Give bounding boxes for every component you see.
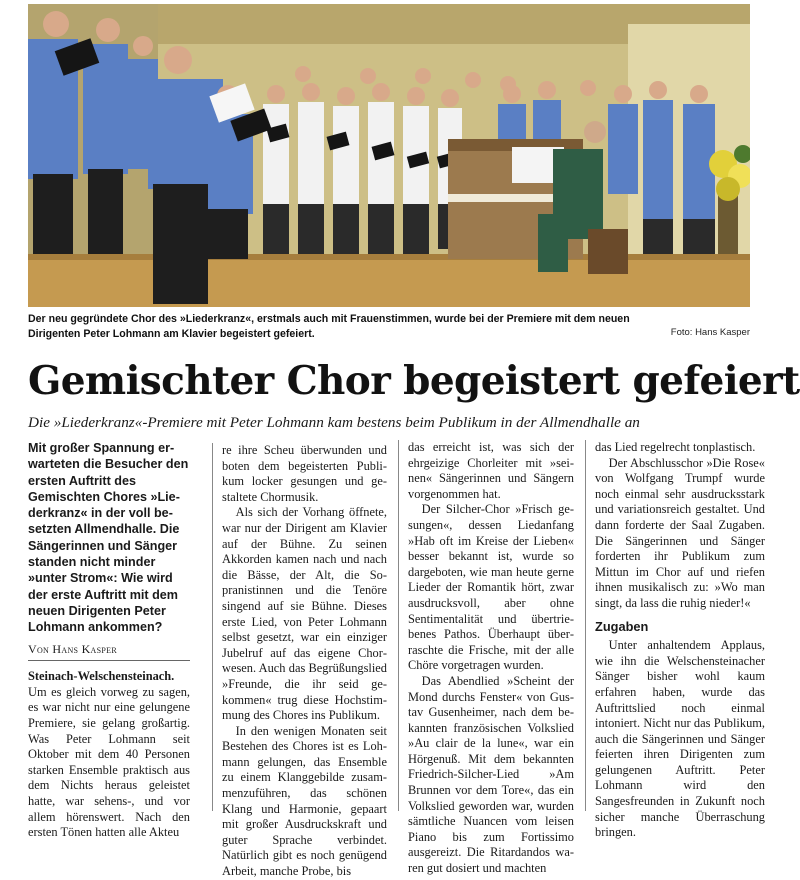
article-paragraph: Der Silcher-Chor »Frisch gesungen«, dessen Liedanfang »Hab oft im Kreise der Lieben« besser bekannt ist, wurde so dargeboten, wie man heute gerne Lieder der Romantik hört, zwar ausdrucksvoll, aber ohne Sentimentalität und übertriebenes Pathos. Überhaupt überraschte die Frische, mit der alle Chöre vorgetragen wurden. xyxy=(408,502,574,673)
article-lead: Mit großer Spannung erwarteten die Besucher den ersten Auftritt des Gemischten Chores »Liederkranz« in der voll besetzten Allmendhalle. Die Sängerinnen und Sänger standen nicht minder »unter Strom«: Wie wird der erste Auftritt mit dem neuen Dirigenten Peter Lohmann ankommen? xyxy=(28,441,189,635)
photo-credit: Foto: Hans Kasper xyxy=(670,327,750,338)
photo-caption xyxy=(28,312,750,342)
caption-text: Der neu gegründete Chor des »Liederkranz«, erstmals auch mit Frauenstimmen, wurde bei der Premiere mit dem neuen Dirigenten Peter Lohmann am Klavier begeistert gefeiert. xyxy=(28,313,630,340)
article-paragraph: das erreicht ist, was sich der ehrgeizige Chorleiter mit »seinen« Sängerinnen und Sängern vorgenommen hat. xyxy=(408,440,574,501)
choir-photo xyxy=(28,4,750,307)
section-heading: Zugaben xyxy=(595,618,649,634)
article-paragraph: Als sich der Vorhang öffnete, war nur der Dirigent am Klavier auf der Bühne. Zu seinen Akkorden kamen nach und nach die Bässe, der Alt, die Sopranistinnen und die Tenöre singend auf sie Bühne. Dieses erste Lied, von Peter Lohmann selbst gesetzt, war ein einziger Jubelruf auf das eigene Chorwesen. Auch das Begrüßungslied »Freunde, die ihr seid gekommen« trug diese Hochstimmung des Chores ins Publikum. xyxy=(222,505,387,723)
article-paragraph: Unter anhaltendem Applaus, wie ihn die Welschensteinacher Sänger bisher wohl kaum erfahren haben, wurde das Auftrittslied noch einmal intoniert. Nicht nur das Publikum, auch die Sängerinnen und Sänger feierten ihren Dirigenten zum gelungenen Auftritt. Peter Lohmann wird den Sangesfreunden in Zukunft noch sicher manche Überraschung bringen. xyxy=(595,638,765,840)
article-column-4 xyxy=(585,440,765,840)
paragraph-text: Um es gleich vorweg zu sagen, es war nicht nur eine gelungene Premiere, sie gelang großartig. Was Peter Lohmann seit Oktober mit dem 40 Personen starken Ensemble praktisch aus dem Nichts heraus geleistet hatte, war sehens-, und vor allem hörenswert. Nach den ersten Tönen hatten alle Akteu xyxy=(28,684,190,840)
headline: Gemischter Chor begeistert gefeiert xyxy=(28,358,800,404)
byline: Von Hans Kasper xyxy=(28,642,190,662)
article-paragraph: Der Abschlusschor »Die Rose« von Wolfgang Trumpf wurde noch einmal sehr ausdrucksstark und variationsreich gestaltet. Und dann forderte der Saal Zugaben. Die Sängerinnen und Sänger forderten ihr Publikum zum Mittun im Chor auf und riefen ihnen musikalisch zu: »Wo man singt, da lass die ruhig nieder!« xyxy=(595,455,765,610)
article-column-1 xyxy=(28,440,190,841)
article-paragraph: Das Abendlied »Scheint der Mond durchs Fenster« von Gustav Gusenheimer, nach dem bekannten französischen Volkslied »Au clair de la lune«, war ein Hörgenuß. Mit dem bekannten Friedrich-Silcher-Lied »Am Brunnen vor dem Tore«, das ein Volkslied geworden war, wurden sämtliche Nuancen vom leisen Piano bis zum Fortissimo ausgereizt. Die Ritardandos waren gut dosiert und machten xyxy=(408,673,574,876)
dateline: Steinach-Welschensteinach. xyxy=(28,669,175,684)
article-column-2 xyxy=(212,443,387,879)
article-paragraph: In den wenigen Monaten seit Bestehen des Chores ist es Lohmann gelungen, das Ensemble zu einem Klanggebilde zusammenzuführen, das schönen Klang und Harmonie, gepaart mit großer Ausdruckskraft und guter Sprache verbindet. Natürlich gibt es noch genügend Arbeit, manche Probe, bis xyxy=(222,723,387,879)
subheadline: Die »Liederkranz«-Premiere mit Peter Lohmann kam bestens beim Publikum in der Allmendhalle an xyxy=(28,414,640,431)
article-column-3 xyxy=(398,440,574,876)
article-paragraph: das Lied regelrecht tonplastisch. xyxy=(595,440,756,454)
article-paragraph: re ihre Scheu überwunden und boten dem begeisterten Publikum locker gesungen und gestaltete Chormusik. xyxy=(222,443,387,504)
